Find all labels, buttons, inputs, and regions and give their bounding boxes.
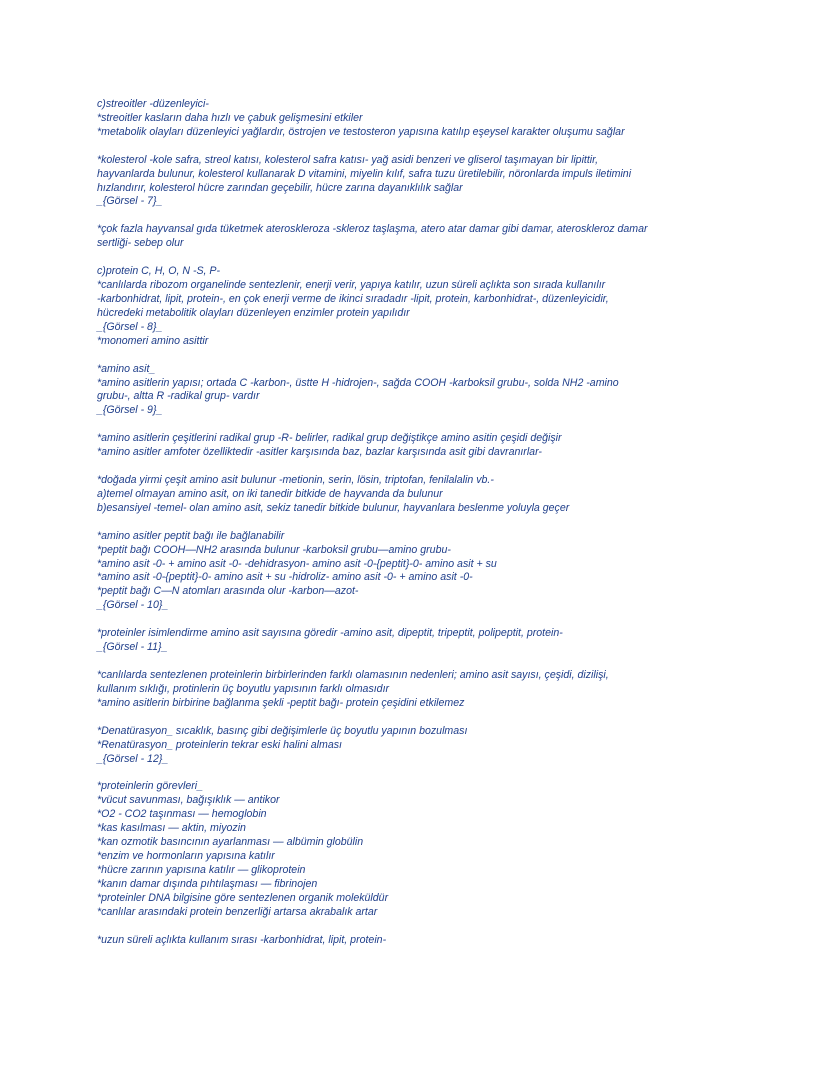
- text-line: *amino asitlerin çeşitlerini radikal grup -R- belirler, radikal grup değiştikçe amino asitin çeşidi değişir: [97, 432, 562, 445]
- text-line: c)streoitler -düzenleyici-: [97, 98, 209, 110]
- text-line: _{Görsel - 7}_: [97, 195, 163, 208]
- text-line: *amino asitler amfoter özelliktedir -asitler karşısında baz, bazlar karşısında asit gibi davranırlar-: [97, 446, 542, 459]
- text-line: *vücut savunması, bağışıklık — antikor: [97, 794, 280, 807]
- text-line: *canlılar arasındaki protein benzerliği artarsa akrabalık artar: [97, 905, 378, 918]
- text-line: _{Görsel - 9}_: [97, 404, 163, 417]
- paragraph: [97, 154, 757, 210]
- paragraph: [97, 627, 757, 655]
- text-line: *kolesterol -kole safra, streol katısı, kolesterol safra katısı- yağ asidi benzeri ve gliserol taşımayan bir lipittir,: [97, 153, 599, 166]
- text-line: hücredeki metabolitik olayları düzenleyen enzimler protein yapılıdır: [97, 306, 410, 319]
- text-line: *O2 - CO2 taşınması — hemoglobin: [97, 808, 267, 821]
- text-line: -karbonhidrat, lipit, protein-, en çok enerji verme de ikinci sıradadır -lipit, protein, karbonhidrat-, düzenleyicidir,: [97, 292, 609, 305]
- text-line: a)temel olmayan amino asit, on iki tanedir bitkide de hayvanda da bulunur: [97, 487, 443, 500]
- text-line: *canlılarda sentezlenen proteinlerin birbirlerinden farklı olamasının nedenleri; amino asit sayısı, çeşidi, dizilişi,: [97, 669, 609, 681]
- text-line: *amino asit -0-{peptit}-0- amino asit + su -hidroliz- amino asit -0- + amino asit -0-: [97, 571, 473, 584]
- text-line: _{Görsel - 12}_: [97, 752, 169, 765]
- paragraph: [97, 265, 757, 348]
- text-line: *proteinlerin görevleri_: [97, 780, 203, 793]
- text-line: _{Görsel - 10}_: [97, 599, 169, 612]
- text-line: *metabolik olayları düzenleyici yağlardır, östrojen ve testosteron yapısına katılıp eşeysel karakter oluşumu sağlar: [97, 125, 625, 138]
- text-line: sertliği- sebep olur: [97, 237, 184, 250]
- text-line: *enzim ve hormonların yapısına katılır: [97, 849, 275, 862]
- paragraph: [97, 363, 757, 419]
- text-line: kullanım sıklığı, protinlerin üç boyutlu yapısının farklı olmasıdır: [97, 682, 390, 695]
- text-line: _{Görsel - 8}_: [97, 320, 163, 333]
- paragraph: [97, 669, 757, 711]
- text-line: *hücre zarının yapısına katılır — glikoprotein: [97, 863, 306, 876]
- paragraph: [97, 98, 757, 140]
- text-line: *proteinler DNA bilgisine göre sentezlenen organik moleküldür: [97, 891, 389, 904]
- paragraph: [97, 780, 757, 919]
- text-line: *Renatürasyon_ proteinlerin tekrar eski halini alması: [97, 738, 342, 751]
- text-line: grubu-, altta R -radikal grup- vardır: [97, 390, 260, 403]
- text-line: *proteinler isimlendirme amino asit sayısına göredir -amino asit, dipeptit, tripeptit, polipeptit, protein-: [97, 627, 563, 640]
- text-line: *doğada yirmi çeşit amino asit bulunur -metionin, serin, lösin, triptofan, fenilalalin vb.-: [97, 474, 494, 487]
- text-line: *peptit bağı COOH—NH2 arasında bulunur -karboksil grubu—amino grubu-: [97, 543, 451, 556]
- text-line: _{Görsel - 11}_: [97, 641, 168, 654]
- text-line: *amino asit -0- + amino asit -0- -dehidrasyon- amino asit -0-{peptit}-0- amino asit + su: [97, 557, 497, 570]
- text-line: *amino asitlerin birbirine bağlanma şekli -peptit bağı- protein çeşidini etkilemez: [97, 696, 465, 709]
- text-line: *kanın damar dışında pıhtılaşması — fibrinojen: [97, 877, 318, 890]
- text-line: hızlandırır, kolesterol hücre zarından geçebilir, hücre zarına dayanıklılık sağlar: [97, 181, 463, 194]
- document-page: [97, 98, 757, 947]
- text-line: *amino asitler peptit bağı ile bağlanabilir: [97, 529, 285, 542]
- text-line: *peptit bağı C—N atomları arasında olur -karbon—azot-: [97, 585, 359, 598]
- text-line: *uzun süreli açlıkta kullanım sırası -karbonhidrat, lipit, protein-: [97, 933, 387, 946]
- text-line: *kas kasılması — aktin, miyozin: [97, 822, 246, 835]
- paragraph: [97, 223, 757, 251]
- text-line: *Denatürasyon_ sıcaklık, basınç gibi değişimlerle üç boyutlu yapının bozulması: [97, 724, 468, 737]
- paragraph: [97, 432, 757, 460]
- text-line: b)esansiyel -temel- olan amino asit, sekiz tanedir bitkide bulunur, hayvanlara beslenme yoluyla geçer: [97, 501, 570, 514]
- paragraph: [97, 934, 757, 948]
- paragraph: [97, 530, 757, 613]
- text-line: *monomeri amino asittir: [97, 334, 209, 347]
- text-line: c)protein C, H, O, N -S, P-: [97, 265, 221, 278]
- text-line: hayvanlarda bulunur, kolesterol kullanarak D vitamini, miyelin kılıf, safra tuzu üretilebilir, nöronlarda impuls iletimini: [97, 167, 632, 180]
- paragraph: [97, 725, 757, 767]
- paragraph: [97, 474, 757, 516]
- text-line: *canlılarda ribozom organelinde sentezlenir, enerji verir, yapıya katılır, uzun süreli açlıkta son sırada kullanılır: [97, 279, 606, 292]
- text-line: *streoitler kasların daha hızlı ve çabuk gelişmesini etkiler: [97, 111, 363, 124]
- text-line: *çok fazla hayvansal gıda tüketmek ateroskleroza -skleroz taşlaşma, atero atar damar gibi damar, ateroskleroz damar: [97, 223, 648, 236]
- text-line: *kan ozmotik basıncının ayarlanması — albümin globülin: [97, 836, 364, 849]
- text-line: *amino asit_: [97, 362, 156, 375]
- text-line: *amino asitlerin yapısı; ortada C -karbon-, üstte H -hidrojen-, sağda COOH -karboksil grubu-, solda NH2 -amino: [97, 376, 619, 389]
